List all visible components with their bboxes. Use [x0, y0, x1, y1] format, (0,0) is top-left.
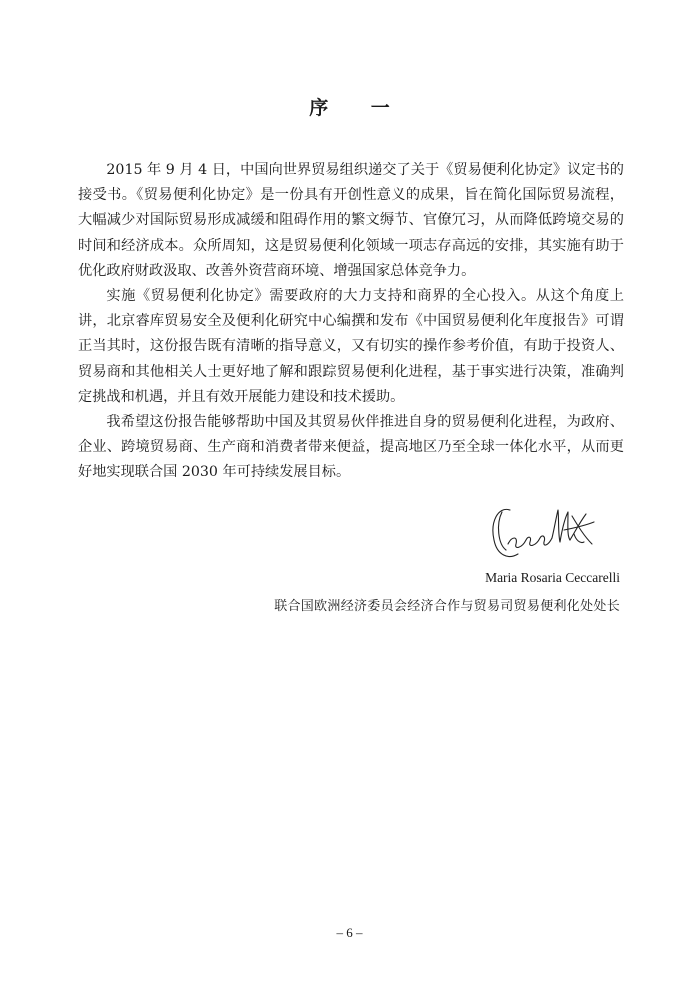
- paragraph-2: 实施《贸易便利化协定》需要政府的大力支持和商界的全心投入。从这个角度上讲，北京睿库贸易安全及便利化研究中心编撰和发布《中国贸易便利化年度报告》可谓正当其时，这份报告既有清晰的指导意义，又有切实的操作参考价值，有助于投资人、贸易商和其他相关人士更好地了解和跟踪贸易便利化进程，基于事实进行决策，准确判定挑战和机遇，并且有效开展能力建设和技术援助。: [78, 288, 624, 405]
- page-title: 序 一: [309, 97, 408, 119]
- paragraph-3: 我希望这份报告能够帮助中国及其贸易伙伴推进自身的贸易便利化进程，为政府、企业、跨境贸易商、生产商和消费者带来便益，提高地区乃至全球一体化水平，从而更好地实现联合国 2030 年可持续发展目标。: [78, 414, 624, 481]
- handwritten-signature: [488, 500, 598, 566]
- signature-name: Maria Rosaria Ceccarelli: [485, 570, 620, 585]
- preface-body: [78, 158, 624, 486]
- signature-title: 联合国欧洲经济委员会经济合作与贸易司贸易便利化处处长: [274, 599, 620, 614]
- page-number: – 6 –: [336, 925, 363, 940]
- paragraph-1: 2015 年 9 月 4 日，中国向世界贸易组织递交了关于《贸易便利化协定》议定书的接受书。《贸易便利化协定》是一份具有开创性意义的成果，旨在简化国际贸易流程，大幅减少对国际贸易形成减缓和阻碍作用的繁文缛节、官僚冗习，从而降低跨境交易的时间和经济成本。众所周知，这是贸易便利化领域一项志存高远的安排，其实施有助于优化政府财政汲取、改善外资营商环境、增强国家总体竞争力。: [78, 162, 624, 279]
